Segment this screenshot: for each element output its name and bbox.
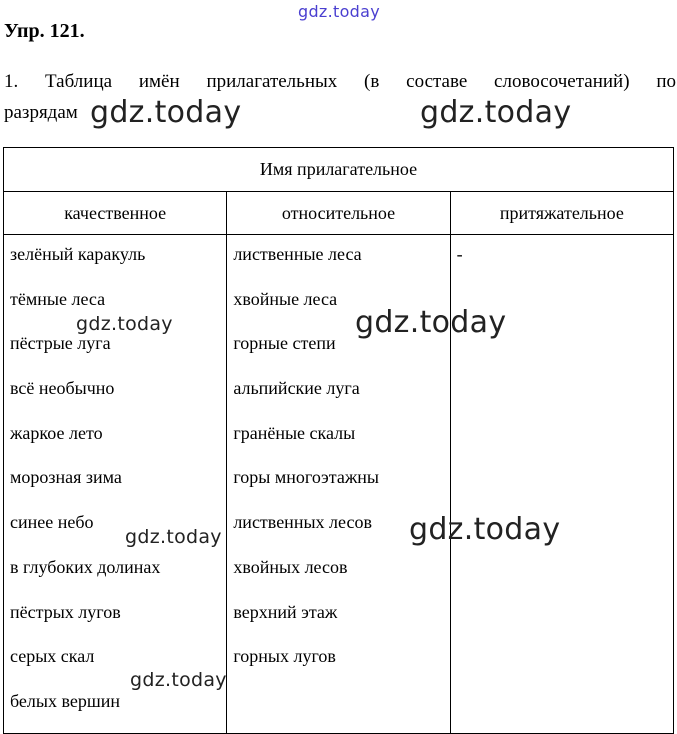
watermark: gdz.today [130,669,227,691]
list-item: белых вершин [10,690,120,711]
column-header-relative: относительное [227,192,450,235]
list-item: - [456,244,463,264]
list-item: горы многоэтажны [233,467,379,488]
list-item: лиственные леса [233,244,362,264]
list-item: альпийские луга [233,378,360,399]
column-header-possessive: притяжательное [450,192,673,235]
watermark: gdz.today [355,305,507,340]
list-item: пёстрые луга [10,333,111,354]
intro-line-1: 1. Таблица имён прилагательных (в составе словосочетаний) по [4,71,676,92]
watermark: gdz.today [298,2,380,21]
list-item: верхний этаж [233,601,338,622]
column-qualitative [4,235,227,734]
intro-line-2: разрядам [4,102,78,123]
table-main-header: Имя прилагательное [4,148,674,192]
watermark: gdz.today [409,512,561,547]
list-item: гранёные скалы [233,422,356,443]
adjective-table [3,147,674,734]
list-item: жаркое лето [10,422,103,443]
watermark: gdz.today [125,526,222,548]
list-item: всё необычно [10,378,115,399]
list-item: морозная зима [10,467,122,488]
exercise-title: Упр. 121. [4,20,85,42]
watermark: gdz.today [90,95,242,130]
list-item: тёмные леса [10,288,106,309]
list-item: серых скал [10,646,95,667]
column-header-qualitative: качественное [4,192,227,235]
list-item: горных лугов [233,646,336,667]
list-item: горные степи [233,333,336,354]
list-item: хвойные леса [233,288,338,309]
list-item: пёстрых лугов [10,601,121,622]
list-item: хвойных лесов [233,556,348,577]
list-item: лиственных лесов [233,512,372,533]
list-item: в глубоких долинах [10,556,161,577]
watermark: gdz.today [76,313,173,335]
list-item: синее небо [10,512,94,533]
list-item: зелёный каракуль [10,244,146,264]
watermark: gdz.today [420,95,572,130]
